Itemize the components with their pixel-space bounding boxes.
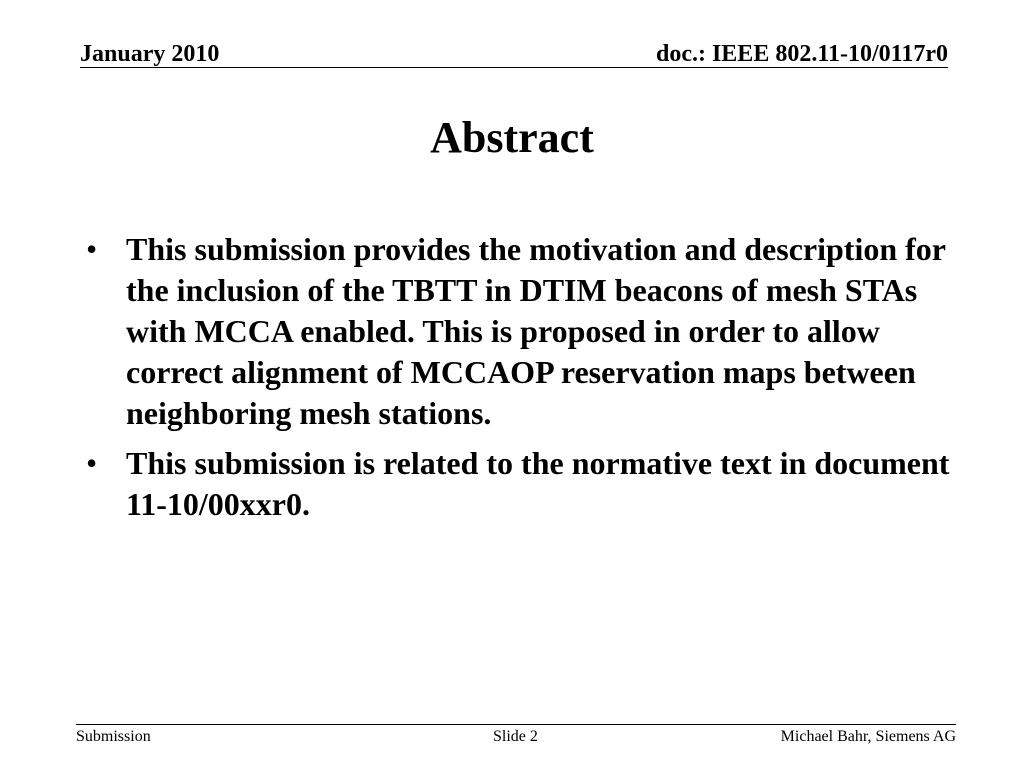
footer-author: Michael Bahr, Siemens AG: [780, 728, 956, 745]
bullet-item: [80, 229, 960, 434]
slide-title: Abstract: [430, 113, 594, 162]
header-divider: [80, 67, 948, 68]
bullet-icon: •: [86, 445, 98, 481]
footer-slide-number: Slide 2: [493, 728, 538, 745]
bullet-list: [80, 229, 960, 534]
bullet-icon: •: [86, 231, 98, 267]
bullet-item: [80, 443, 960, 525]
header-document-id: doc.: IEEE 802.11-10/0117r0: [655, 41, 948, 67]
bullet-text: This submission is related to the normative text in document 11-10/00xxr0.: [126, 445, 950, 522]
header-date: January 2010: [80, 41, 220, 67]
bullet-text: This submission provides the motivation and description for the inclusion of the TBTT in DTIM beacons of mesh STAs with MCCA enabled. This is proposed in order to allow correct alignment of MCCAOP reservation maps between neighboring mesh stations.: [126, 231, 946, 431]
footer-submission-label: Submission: [76, 728, 151, 745]
footer-divider: [76, 724, 956, 725]
